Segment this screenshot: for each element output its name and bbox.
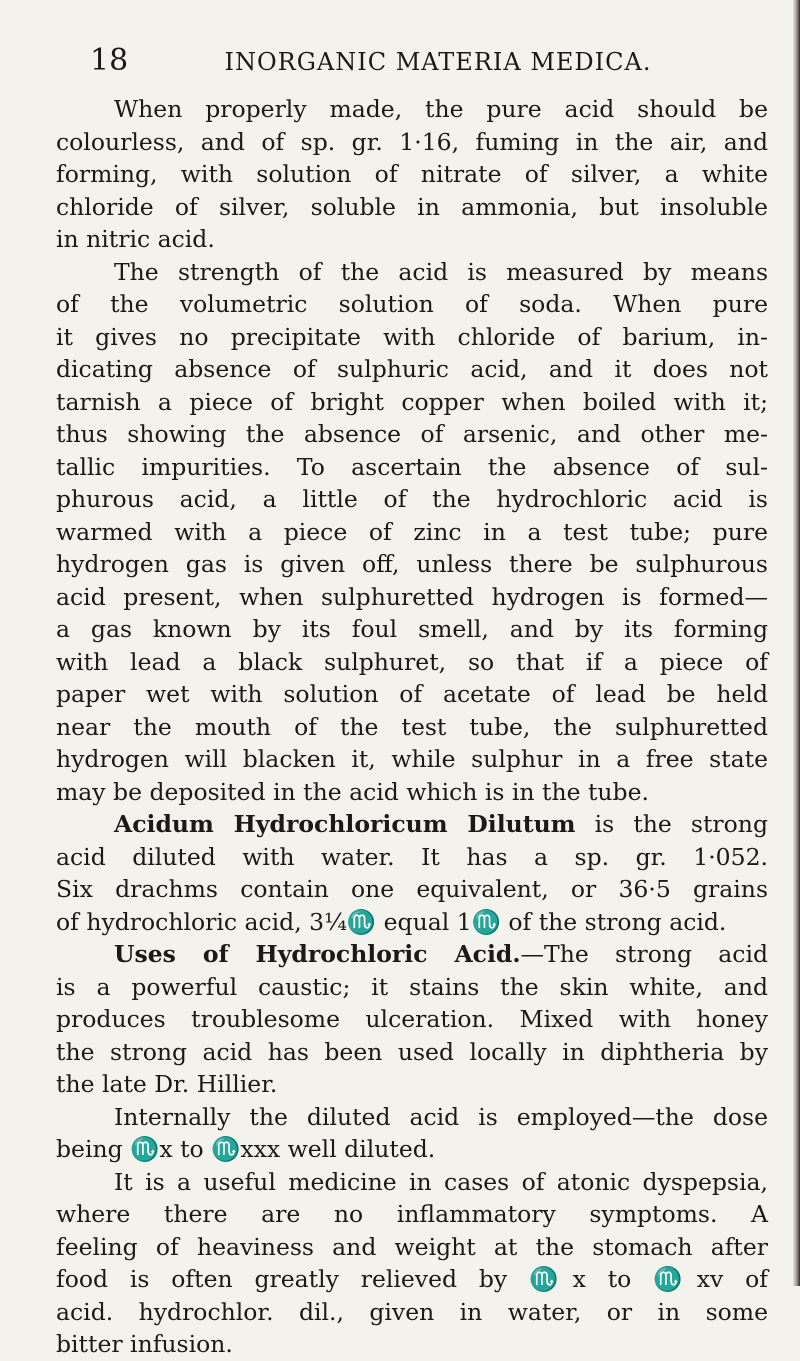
text-line: Internally the diluted acid is employed—the dose [114,1102,768,1131]
text-line: the strong acid has been used locally in diphtheria by [56,1037,768,1066]
text-line: food is often greatly relieved by ♏x to ♏xv of [56,1265,768,1293]
text-line: phurous acid, a little of the hydrochloric acid is [56,485,768,513]
text-line: where there are no inflammatory symptoms. A [56,1200,768,1228]
text-line: of hydrochloric acid, 3¼♏ equal 1♏ of the strong acid. [56,907,727,936]
paragraph [56,1101,768,1166]
text-line: forming, with solution of nitrate of silver, a white [56,160,768,188]
text-line: it gives no precipitate with chloride of barium, in- [56,322,768,351]
text-line: tallic impurities. To ascertain the absence of sul- [56,452,768,481]
section-heading: Uses of Hydrochloric Acid. [114,940,521,968]
text-line: acid diluted with water. It has a sp. gr. 1·052. [56,842,768,871]
text-line: The strength of the acid is measured by means [114,257,768,286]
page-header [58,44,758,78]
text-line: produces troublesome ulceration. Mixed with honey [56,1005,768,1033]
text-line: a gas known by its foul smell, and by its forming [56,615,768,643]
text-line: warmed with a piece of zinc in a test tube; pure [56,517,768,546]
text-line: hydrogen will blacken it, while sulphur in a free state [56,745,768,773]
text-line: tarnish a piece of bright copper when boiled with it; [56,387,768,416]
text-line: Six drachms contain one equivalent, or 36·5 grains [56,875,768,903]
text-line: paper wet with solution of acetate of lead be held [56,680,768,708]
page-number: 18 [90,43,129,78]
page-edge-shadow [793,0,800,1286]
text-line [56,808,768,841]
text-line: colourless, and of sp. gr. 1·16, fuming in the air, and [56,127,768,156]
section-heading: Acidum Hydrochloricum Dilutum [114,810,576,838]
text-line: hydrogen gas is given off, unless there be sulphurous [56,550,768,578]
text-line: feeling of heaviness and weight at the stomach after [56,1232,768,1261]
text-line: acid present, when sulphuretted hydrogen is formed— [56,582,768,611]
running-title: INORGANIC MATERIA MEDICA. [224,48,652,76]
text-line [56,938,768,971]
text-line: dicating absence of sulphuric acid, and it does not [56,355,768,383]
paragraph [56,1166,768,1361]
text-line: chloride of silver, soluble in ammonia, but insoluble [56,192,768,221]
text-line: bitter infusion. [56,1330,233,1358]
text-line: It is a useful medicine in cases of atonic dyspepsia, [114,1167,768,1196]
paragraph [56,93,768,256]
text-line: the late Dr. Hillier. [56,1070,278,1098]
body-text [56,93,768,1361]
text-line: being ♏x to ♏xxx well diluted. [56,1135,436,1163]
text-line: When properly made, the pure acid should be [114,95,768,123]
paragraph [56,808,768,938]
text-line: thus showing the absence of arsenic, and other me- [56,420,768,448]
text-line: with lead a black sulphuret, so that if a piece of [56,647,768,676]
heading-continuation: —The strong acid [520,940,769,968]
heading-continuation: is the strong [575,810,768,838]
paragraph [56,256,768,809]
text-line: in nitric acid. [56,225,215,253]
paragraph [56,938,768,1101]
text-line: acid. hydrochlor. dil., given in water, or in some [56,1297,768,1326]
text-line: is a powerful caustic; it stains the skin white, and [56,972,768,1001]
text-line: of the volumetric solution of soda. When pure [56,290,768,318]
text-line: may be deposited in the acid which is in the tube. [56,777,649,806]
text-line: near the mouth of the test tube, the sulphuretted [56,712,768,741]
